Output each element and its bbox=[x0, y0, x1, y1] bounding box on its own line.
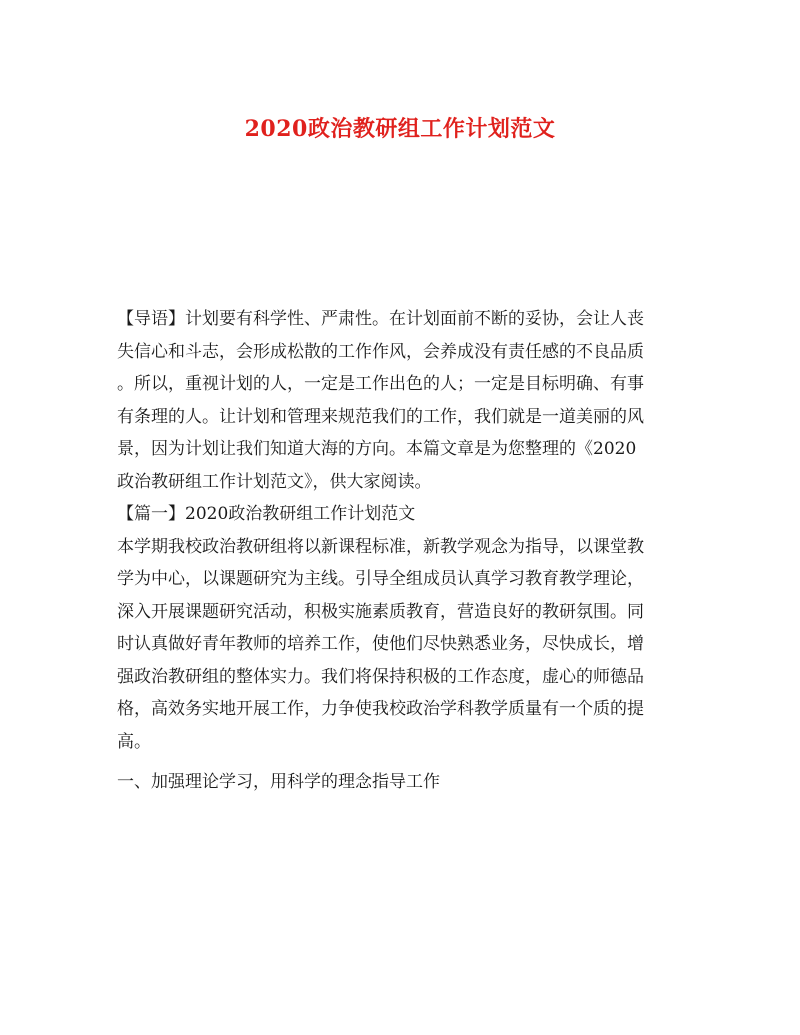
document-title: 2020政治教研组工作计划范文 bbox=[244, 116, 556, 142]
section-heading: 【篇一】2020政治教研组工作计划范文 bbox=[117, 504, 416, 524]
paragraph-line: 失信心和斗志，会形成松散的工作作风，会养成没有责任感的不良品质 bbox=[117, 341, 644, 362]
document-body bbox=[117, 303, 687, 799]
paragraph-line: 有条理的人。让计划和管理来规范我们的工作，我们就是一道美丽的风 bbox=[117, 406, 644, 427]
subsection-heading: 一、加强理论学习，用科学的理念指导工作 bbox=[117, 772, 440, 792]
paragraph-line: 时认真做好青年教师的培养工作，使他们尽快熟悉业务，尽快成长，增 bbox=[117, 634, 644, 654]
paragraph-line: 政治教研组工作计划范文》，供大家阅读。 bbox=[117, 471, 432, 492]
paragraph-line: 本学期我校政治教研组将以新课程标准，新教学观念为指导，以课堂教 bbox=[117, 536, 644, 557]
paragraph-line: 高。 bbox=[117, 731, 151, 752]
paragraph-line: 景，因为计划让我们知道大海的方向。本篇文章是为您整理的《2020 bbox=[117, 439, 637, 459]
paragraph-line: 学为中心，以课题研究为主线。引导全组成员认真学习教育教学理论， bbox=[117, 569, 644, 589]
paragraph-line: 【导语】计划要有科学性、严肃性。在计划面前不断的妥协，会让人丧 bbox=[117, 309, 644, 329]
paragraph-line: 深入开展课题研究活动，积极实施素质教育，营造良好的教研氛围。同 bbox=[117, 601, 644, 622]
paragraph-line: 。所以，重视计划的人，一定是工作出色的人；一定是目标明确、有事 bbox=[117, 374, 644, 394]
paragraph-line: 格，高效务实地开展工作，力争使我校政治学科教学质量有一个质的提 bbox=[117, 699, 644, 719]
paragraph-line: 强政治教研组的整体实力。我们将保持积极的工作态度，虚心的师德品 bbox=[117, 666, 644, 687]
